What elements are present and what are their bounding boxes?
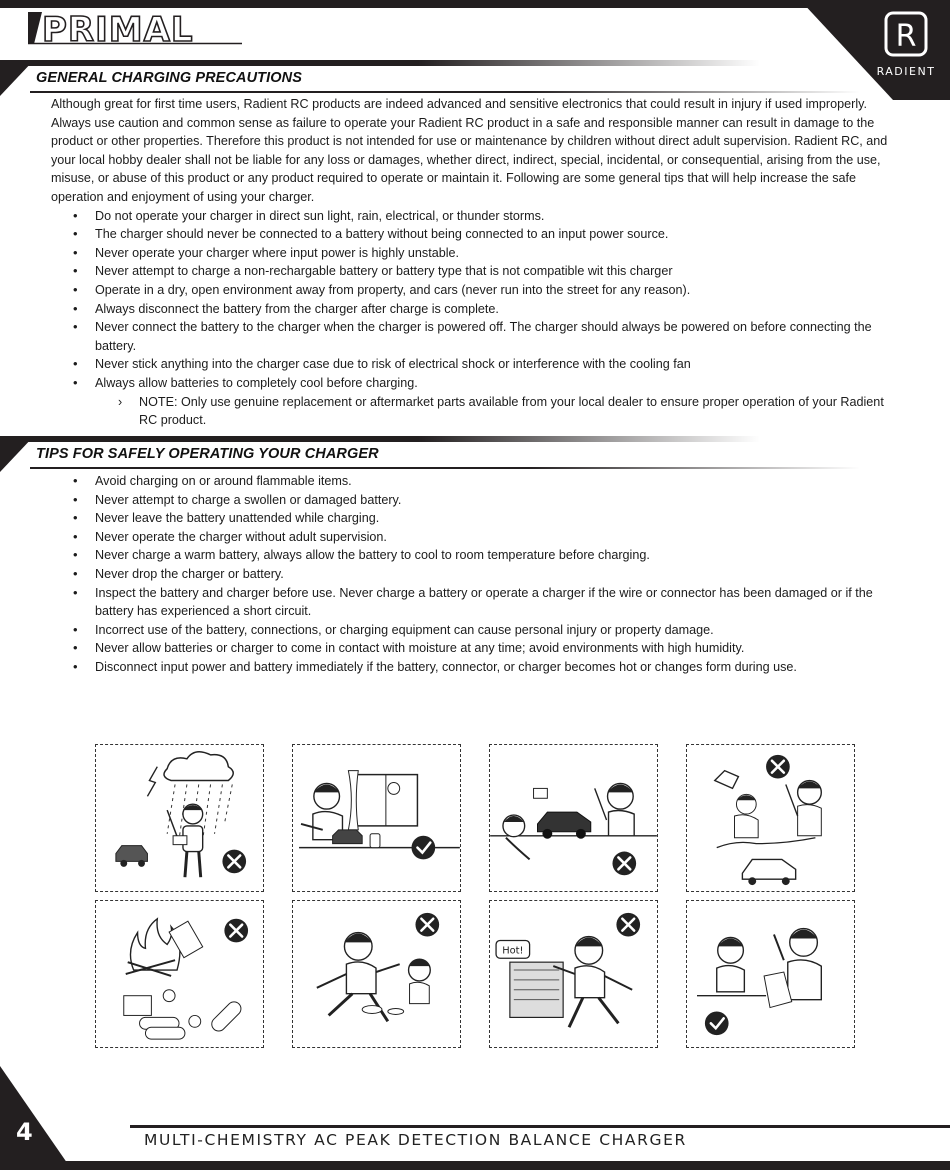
- radient-r-icon: [883, 10, 929, 58]
- list-item: • Never drop the charger or battery.: [73, 565, 284, 581]
- intro-paragraph: Although great for first time users, Radient RC products are indeed advanced and sensitive electronics that could result in injury if used improperly. Always use caution and common sense as failure to operate your Radient RC product in a safe and responsible manner can result in damage to the product or other properties. Therefore this product is not intended for use or maintenance by children without direct adult supervision. Radient RC, and your local hobby dealer shall not be liable for any loss or damages, whether direct, indirect, special, incidental, or consequential, arising from the use, misuse, or abuse of this product or any product required to operate or maintain it. Following are some general tips that will help increase the safe operation and enjoyment of using your charger.: [51, 97, 888, 204]
- list-item: • Always allow batteries to completely cool before charging.: [73, 374, 418, 390]
- list-item: • Inspect the battery and charger before use. Never charge a battery or operate a charger if the wire or connector has been damaged or if the battery has experienced a short circuit.: [73, 584, 873, 619]
- illustration-rain-storm: [95, 744, 264, 892]
- primal-logo: [28, 10, 248, 46]
- section-title: GENERAL CHARGING PRECAUTIONS: [36, 70, 302, 86]
- illustration-car-crash: [686, 744, 855, 892]
- list-item: • Never charge a warm battery, always allow the battery to cool to room temperature before charging.: [73, 547, 650, 563]
- x-icon: [224, 919, 248, 943]
- list-item: • Never connect the battery to the charger when the charger is powered off. The charger should always be powered on before connecting the battery.: [73, 319, 872, 353]
- list-item: • Never attempt to charge a swollen or damaged battery.: [73, 491, 402, 507]
- section-header-tips: [0, 436, 950, 472]
- illustration-hot-charger: [489, 900, 658, 1048]
- illustration-grid: [95, 744, 856, 1048]
- list-item: • Never operate the charger without adult supervision.: [73, 528, 387, 544]
- list-item: • Avoid charging on or around flammable items.: [73, 473, 352, 488]
- footer-bar: [0, 1161, 950, 1170]
- illustration-child-alone: [292, 900, 461, 1048]
- x-icon: [415, 913, 439, 937]
- footer-line: [130, 1125, 950, 1128]
- illustration-indoor-charging: [292, 744, 461, 892]
- list-item: • Never operate your charger where input power is highly unstable.: [73, 244, 460, 260]
- section-bar: [0, 60, 760, 66]
- primal-logo-text: PRIMAL: [42, 10, 194, 46]
- illustration-fire-batteries: [95, 900, 264, 1048]
- illustration-car-in-street: [489, 744, 658, 892]
- illustration-adult-supervision: [686, 900, 855, 1048]
- footer-title: MULTI-CHEMISTRY AC PEAK DETECTION BALANCE CHARGER: [144, 1131, 687, 1149]
- x-icon: [766, 755, 790, 779]
- section-underline: [30, 467, 860, 469]
- hot-label: Hot!: [502, 945, 524, 957]
- section-header-general: [0, 60, 950, 96]
- list-item: • Disconnect input power and battery immediately if the battery, connector, or charger becomes hot or changes form during use.: [73, 658, 797, 674]
- list-item: • Never stick anything into the charger case due to risk of electrical shock or interference with the cooling fan: [73, 356, 691, 372]
- list-item: • The charger should never be connected to a battery without being connected to an input power source.: [73, 226, 669, 242]
- note-item: [51, 393, 901, 430]
- check-icon: [705, 1011, 729, 1035]
- section-title: TIPS FOR SAFELY OPERATING YOUR CHARGER: [36, 446, 379, 462]
- section-underline: [30, 91, 860, 93]
- list-item: • Operate in a dry, open environment away from property, and cars (never run into the street for any reason).: [73, 281, 691, 297]
- list-item: • Always disconnect the battery from the charger after charge is complete.: [73, 300, 499, 316]
- tips-list: [51, 472, 901, 677]
- footer-wedge: [0, 1066, 72, 1170]
- chevron-right-icon: ›: [118, 394, 123, 409]
- tips-body: [51, 472, 901, 677]
- list-item: • Incorrect use of the battery, connections, or charging equipment can cause personal injury or property damage.: [73, 621, 714, 637]
- list-item: • Do not operate your charger in direct sun light, rain, electrical, or thunder storms.: [73, 207, 545, 223]
- general-precautions-body: [51, 95, 901, 430]
- radient-wordmark: RADIENT: [876, 65, 936, 78]
- list-item: • Never leave the battery unattended while charging.: [73, 510, 380, 526]
- list-item: • Never attempt to charge a non-rechargable battery or battery type that is not compatible wit this charger: [73, 263, 673, 279]
- page-number: 4: [16, 1118, 33, 1146]
- x-icon: [222, 850, 246, 874]
- note-text: NOTE: Only use genuine replacement or aftermarket parts available from your local dealer to ensure proper operation of your Radient RC product.: [139, 394, 884, 428]
- check-icon: [412, 836, 436, 860]
- radient-logo-letter: R: [895, 19, 917, 54]
- precautions-list: [51, 207, 901, 393]
- x-icon: [616, 913, 640, 937]
- section-bar: [0, 436, 760, 442]
- x-icon: [612, 852, 636, 876]
- list-item: • Never allow batteries or charger to come in contact with moisture at any time; avoid environments with high humidity.: [73, 640, 745, 656]
